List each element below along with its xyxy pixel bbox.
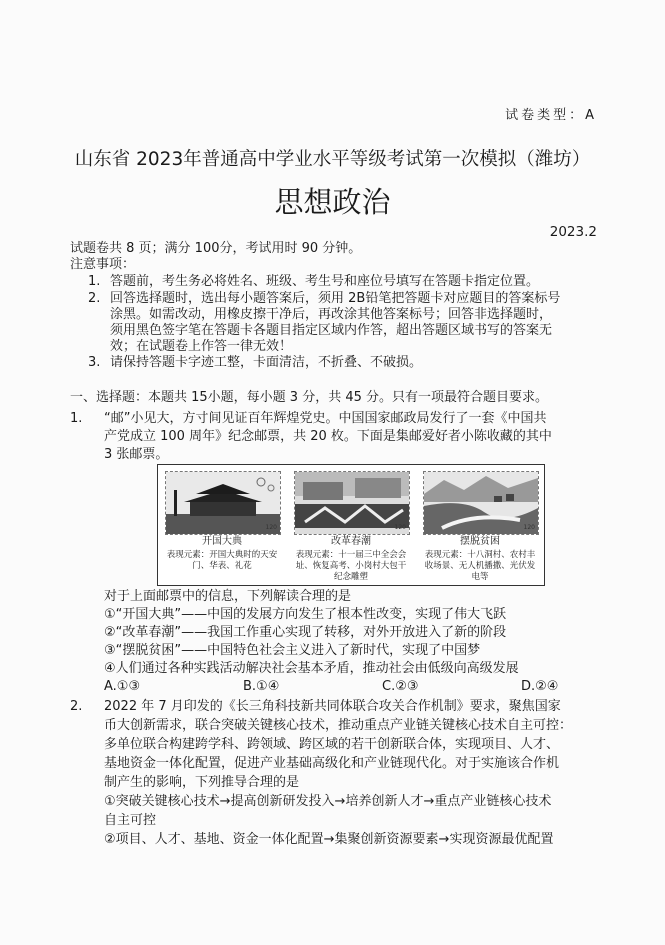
- stamp-description: 表现元素：十八洞村、农村丰收场景、无人机播撒、光伏发电等: [424, 550, 536, 582]
- exam-info: 试题卷共 8 页；满分 100分，考试用时 90 分钟。: [70, 241, 362, 256]
- question-number: 1.: [70, 411, 83, 426]
- question-number: 2.: [70, 699, 83, 714]
- stamp-denomination: 120: [265, 524, 277, 531]
- section-title: 一、选择题：本题共 15小题，每小题 3 分，共 45 分。只有一项最符合题目要求。: [70, 390, 549, 405]
- question-option: 自主可控: [104, 813, 157, 828]
- stamp-denomination: 120: [523, 524, 535, 531]
- note-line: 回答选择题时，选出每小题答案后，须用 2B铅笔把答题卡对应题目的答案标号: [110, 291, 561, 306]
- stamp-reform-tide: [291, 469, 411, 581]
- note-number: 1.: [88, 274, 101, 289]
- question-stem-line: 多单位联合构建跨学科、跨领域、跨区域的若干创新联合体，实现项目、人才、: [104, 737, 560, 752]
- stamp-collection-figure: [157, 464, 545, 586]
- stamp-image: [165, 471, 281, 535]
- stamp-caption: 摆脱贫困: [460, 536, 500, 547]
- stamp-image: [294, 471, 410, 535]
- choice-d: D.②④: [521, 679, 559, 694]
- stamp-description: 表现元素：十一届三中全会会址、恢复高考、小岗村大包干纪念雕塑: [295, 550, 407, 582]
- question-stem-line: 3 张邮票。: [104, 447, 169, 462]
- question-stem-line: 产党成立 100 周年》纪念邮票，共 20 枚。下面是集邮爱好者小陈收藏的其中: [104, 429, 552, 444]
- question-option: ②项目、人才、基地、资金一体化配置→集聚创新资源要素→实现资源最优配置: [104, 832, 554, 847]
- question-stem-line: 2022 年 7 月印发的《长三角科技新共同体联合攻关合作机制》要求，聚焦国家: [104, 699, 561, 714]
- notes-title: 注意事项：: [70, 257, 136, 272]
- question-option: ②“改革春潮”——我国工作重心实现了转移，对外开放进入了新的阶段: [104, 625, 507, 640]
- note-number: 2.: [88, 291, 101, 306]
- exam-title: 山东省 2023年普通高中学业水平等级考试第一次模拟（潍坊）: [74, 149, 591, 170]
- question-stem-line: 基地资金一体化配置，促进产业基础高级化和产业链现代化。对于实施该合作机: [104, 756, 560, 771]
- question-option: ①突破关键核心技术→提高创新研发投入→培养创新人才→重点产业链核心技术: [104, 794, 552, 809]
- paper-type-label: 试卷类型：A: [505, 108, 597, 123]
- note-line: 答题前，考生务必将姓名、班级、考生号和座位号填写在答题卡指定位置。: [110, 274, 540, 289]
- stamp-founding-ceremony: [162, 469, 282, 581]
- stamp-description: 表现元素：开国大典时的天安门、华表、礼花: [166, 550, 278, 571]
- stamp-denomination: 120: [394, 524, 406, 531]
- note-line: 请保持答题卡字迹工整，卡面清洁，不折叠、不破损。: [110, 355, 423, 370]
- question-stem-line: “邮”小见大，方寸间见证百年辉煌党史。中国国家邮政局发行了一套《中国共: [104, 411, 547, 426]
- stamp-caption: 开国大典: [202, 536, 242, 547]
- question-option: ③“摆脱贫困”——中国特色社会主义进入了新时代，实现了中国梦: [104, 643, 481, 658]
- note-number: 3.: [88, 355, 101, 370]
- question-option: ④人们通过各种实践活动解决社会基本矛盾，推动社会由低级向高级发展: [104, 661, 519, 676]
- note-line: 须用黑色签字笔在答题卡各题目指定区域内作答，超出答题区域书写的答案无: [110, 323, 553, 338]
- question-option: ①“开国大典”——中国的发展方向发生了根本性改变，实现了伟大飞跃: [104, 607, 507, 622]
- note-line: 涂黑。如需改动，用橡皮擦干净后，再改涂其他答案标号；回答非选择题时，: [110, 307, 553, 322]
- choice-b: B.①④: [243, 679, 280, 694]
- stamp-caption: 改革春潮: [331, 536, 371, 547]
- note-line: 效；在试题卷上作答一律无效！: [110, 339, 293, 354]
- question-stem-line: 币大创新需求，联合突破关键核心技术，推动重点产业链关键核心技术自主可控：: [104, 718, 573, 733]
- subject-title: 思想政治: [274, 185, 391, 219]
- exam-date: 2023.2: [549, 224, 597, 240]
- stamp-poverty-alleviation: [420, 469, 540, 581]
- choice-a: A.①③: [104, 679, 141, 694]
- question-prompt: 对于上面邮票中的信息，下列解读合理的是: [104, 589, 352, 604]
- stamp-image: [423, 471, 539, 535]
- choice-c: C.②③: [382, 679, 419, 694]
- question-stem-line: 制产生的影响，下列推导合理的是: [104, 775, 300, 790]
